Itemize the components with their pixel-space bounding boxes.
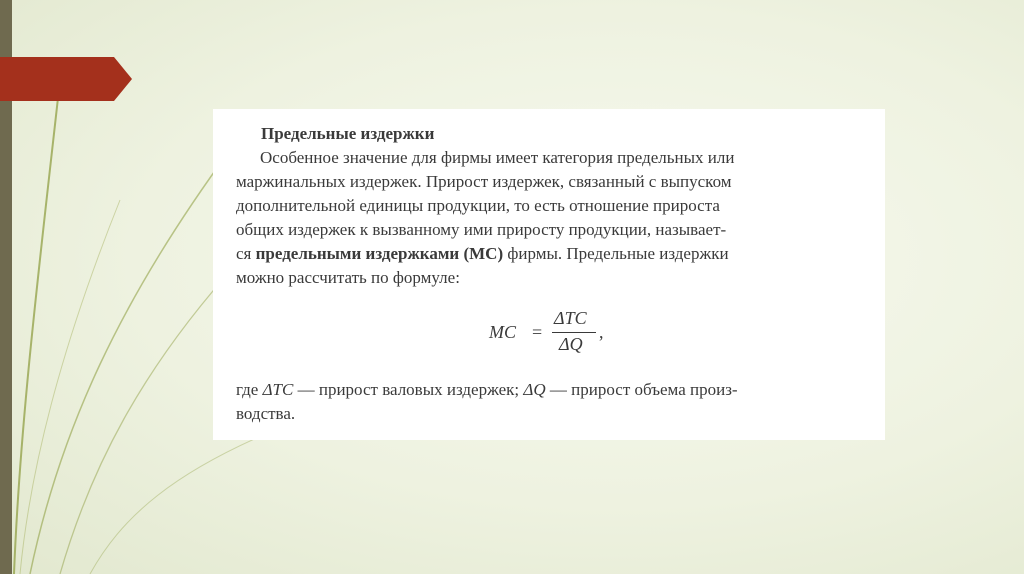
formula-explanation: [236, 378, 867, 426]
document-excerpt: [213, 109, 885, 440]
formula-numerator: ΔTC: [554, 308, 587, 328]
explanation-line: водства.: [236, 404, 296, 423]
paragraph-line: маржинальных издержек. Прирост издержек, связанный с выпуском: [236, 172, 732, 191]
body-paragraph: [236, 146, 867, 290]
formula: [236, 304, 867, 364]
formula-equals: =: [532, 322, 543, 342]
formula-lhs: MC: [489, 322, 516, 342]
formula-comma: ,: [599, 322, 604, 342]
fraction-bar: [552, 332, 596, 333]
paragraph-line: общих издержек к вызванному ими приросту продукции, называет-: [236, 220, 727, 239]
paragraph-line: Особенное значение для фирмы имеет категория предельных или: [260, 148, 735, 167]
red-arrow-tab: [0, 57, 134, 101]
paragraph-line: дополнительной единицы продукции, то есть отношение прироста: [236, 196, 720, 215]
section-heading: Предельные издержки: [261, 124, 435, 143]
paragraph-line: ся предельными издержками (МС) фирмы. Предельные издержки: [236, 244, 729, 263]
explanation-line: где ΔTC — прирост валовых издержек; ΔQ — прирост объема произ-: [236, 380, 738, 399]
formula-denominator: ΔQ: [559, 334, 583, 354]
bold-term: предельными издержками (МС): [255, 244, 504, 263]
paragraph-line: можно рассчитать по формуле:: [236, 268, 460, 287]
